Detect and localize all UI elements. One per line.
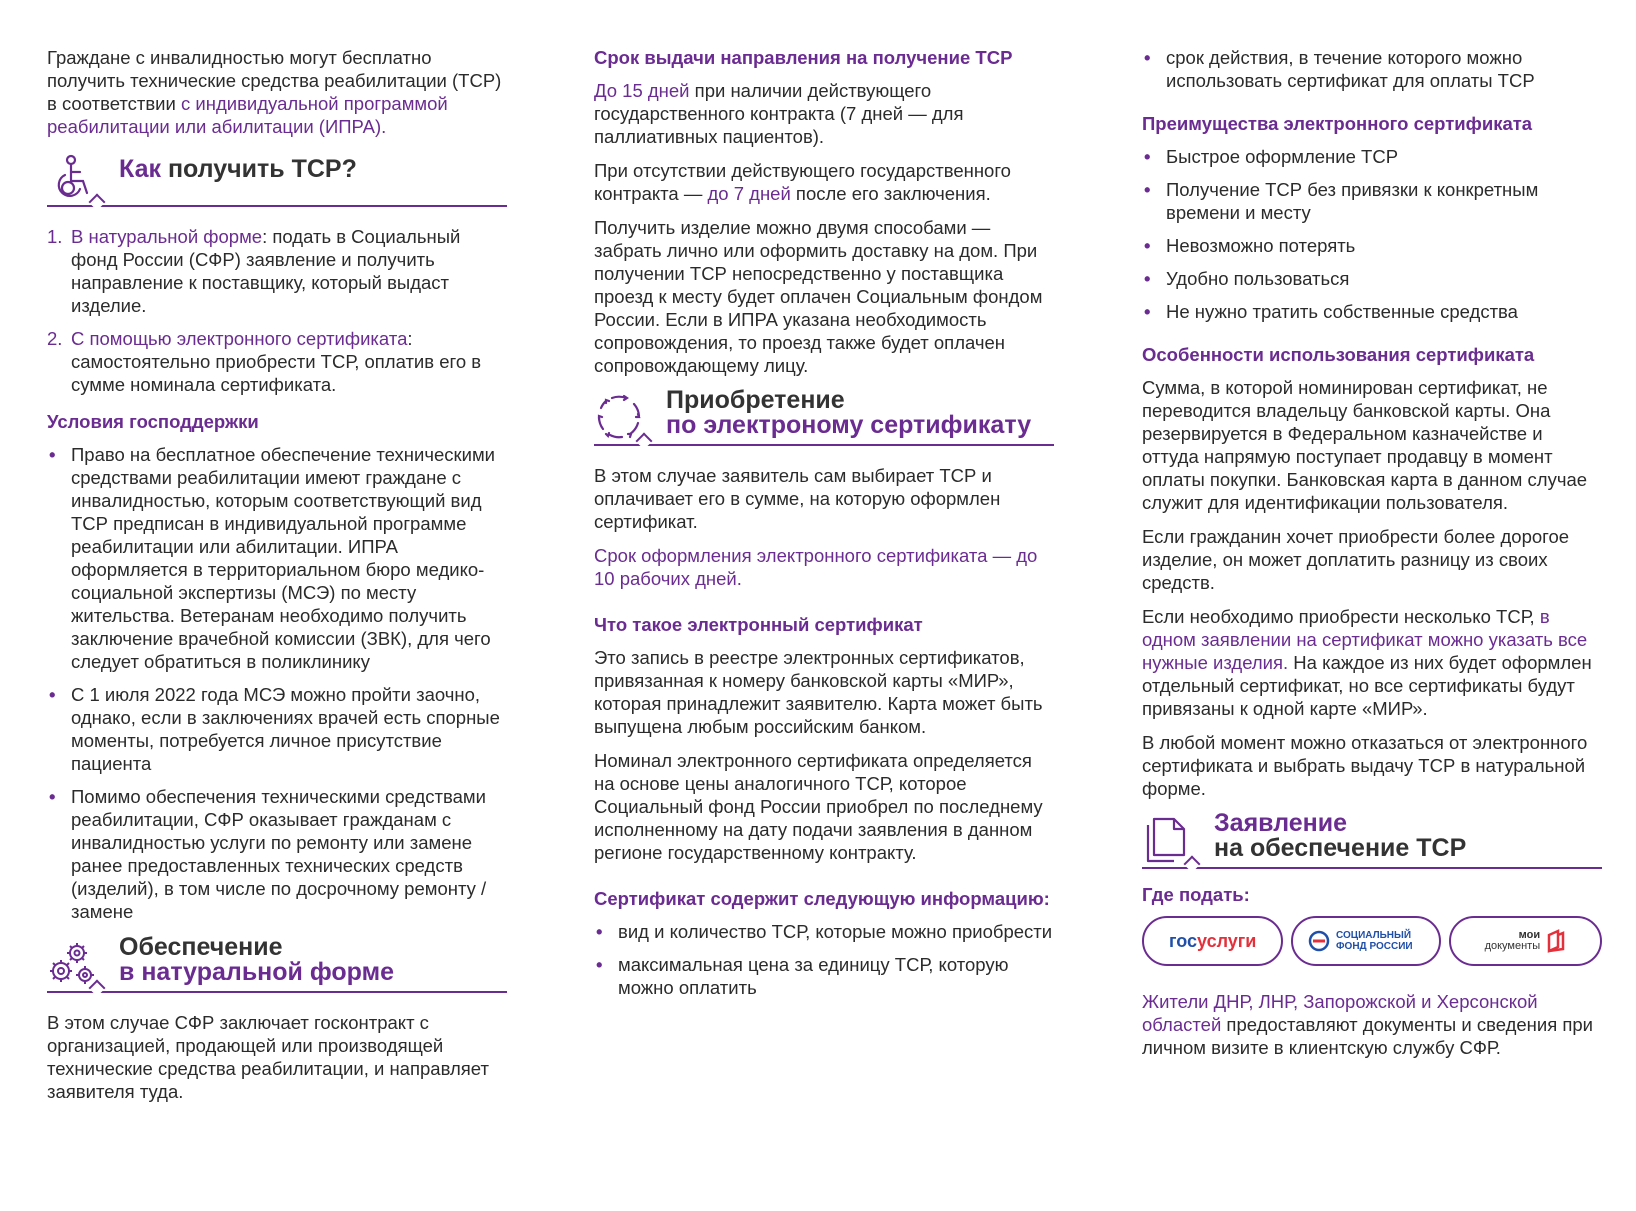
intro-text: Граждане с инвалидностью могут бесплатно получить технические средства реабилитации (ТСР) в соответствии <box>47 47 502 114</box>
list-item: 1. В натуральной форме: подать в Социальный фонд России (СФР) заявление и получить направление к поставщику, который выдаст изделие. <box>47 226 461 316</box>
term-paragraph-1: До 15 дней при наличии действующего государственного контракта (7 дней — для паллиативных пациентов). <box>594 80 964 147</box>
list-item: • Быстрое оформление ТСР <box>1142 145 1602 168</box>
term-title: Срок выдачи направления на получение ТСР <box>594 47 1013 68</box>
section-divider <box>594 444 1054 446</box>
features-paragraph-3: Если необходимо приобрести несколько ТСР, в одном заявлении на сертификат можно указать все нужные изделия. На каждое из них будет оформлен отдельный сертификат, но все сертификаты будут привязаны к одной карте «МИР». <box>1142 606 1592 719</box>
section-title-how: Как получить ТСР? <box>119 155 357 183</box>
list-item: • срок действия, в течение которого можно использовать сертификат для оплаты ТСР <box>1142 46 1602 92</box>
moi-dokumenty-emblem-icon <box>1546 929 1566 953</box>
contains-title: Сертификат содержит следующую информацию: <box>594 888 1050 909</box>
list-item: • вид и количество ТСР, которые можно приобрести <box>594 920 1054 943</box>
list-item: • Получение ТСР без привязки к конкретным времени и месту <box>1142 178 1602 224</box>
natural-text: В этом случае СФР заключает госконтракт с организацией, продающей или производящей технические средства реабилитации, и направляет заявителя туда. <box>47 1012 489 1102</box>
conditions-list <box>47 443 507 923</box>
methods-list <box>47 225 507 396</box>
term-paragraph-2: При отсутствии действующего государственного контракта — до 7 дней после его заключения. <box>594 160 1011 204</box>
conditions-title: Условия господдержки <box>47 411 259 432</box>
wheelchair-icon <box>47 153 97 203</box>
what-title: Что такое электронный сертификат <box>594 614 923 635</box>
list-item: • Помимо обеспечения техническими средствами реабилитации, СФР оказывает гражданам с инвалидностью услуги по ремонту или замене ранее предоставленных технических средств (изделий), в том числе по досрочному ремонту / замене <box>47 785 507 923</box>
list-item: • Удобно пользоваться <box>1142 267 1602 290</box>
list-item: • С 1 июля 2022 года МСЭ можно пройти заочно, однако, если в заключениях врачей есть спорные моменты, потребуется личное присутствие пациента <box>47 683 507 775</box>
gosuslugi-logo-button[interactable]: гос услуги <box>1142 916 1283 966</box>
column-right <box>1142 46 1602 1070</box>
list-item: • максимальная цена за единицу ТСР, которую можно оплатить <box>594 953 1054 999</box>
list-item: • Право на бесплатное обеспечение техническими средствами реабилитации имеют граждане с инвалидностью, которым соответствующий вид ТСР предписан в индивидуальной программе реабилитации или абилитации. ИПРА оформляется в территориальном бюро медико-социальной экспертизы (МСЭ) по месту жительства. Ветеранам необходимо получить заключение врачебной комиссии (ЗВК), для чего следует обратиться в поликлинику <box>47 443 507 673</box>
sfr-emblem-icon <box>1308 930 1330 952</box>
gears-icon <box>47 939 97 989</box>
contains-list <box>594 920 1054 999</box>
features-paragraph-1: Сумма, в которой номинирован сертификат, не переводится владельцу банковской карты. Она резервируется в Федеральном казначействе и оттуда напрямую поступает продавцу в момент оплаты покупки. Банковская карта в данном случае служит для идентификации пользователя. <box>1142 377 1588 513</box>
list-item: 2. С помощью электронного сертификата: самостоятельно приобрести ТСР, оплатив его в сумме номинала сертификата. <box>47 328 482 395</box>
documents-icon <box>1142 815 1192 865</box>
column-middle <box>594 46 1054 1011</box>
section-title-application: Заявление на обеспечение ТСР <box>1214 809 1467 862</box>
certificate-icon <box>594 392 644 442</box>
section-header-application <box>1142 811 1602 867</box>
cert-paragraph: В этом случае заявитель сам выбирает ТСР и оплачивает его в сумме, на которую оформлен сертификат. <box>594 465 1001 532</box>
section-header-how <box>47 149 507 205</box>
section-title-certificate: Приобретение по электроному сертификату <box>666 386 1032 439</box>
section-divider <box>47 991 507 993</box>
section-title-natural: Обеспечение в натуральной форме <box>119 933 395 986</box>
features-paragraph-2: Если гражданин хочет приобрести более дорогое изделие, он может доплатить разницу из своих средств. <box>1142 526 1570 593</box>
section-divider <box>1142 867 1602 869</box>
contains-list-continued <box>1142 46 1602 92</box>
advantages-list <box>1142 145 1602 323</box>
cert-term: Срок оформления электронного сертификата — до 10 рабочих дней. <box>594 545 1038 589</box>
features-paragraph-4: В любой момент можно отказаться от электронного сертификата и выбрать выдачу ТСР в натуральной форме. <box>1142 732 1588 799</box>
column-left <box>47 46 507 1114</box>
what-paragraph-2: Номинал электронного сертификата определяется на основе цены аналогичного ТСР, которое Социальный фонд России приобрел по последнему исполненному на дату подачи заявления в данном регионе государственному контракту. <box>594 750 1043 863</box>
intro-paragraph <box>47 46 507 138</box>
features-title: Особенности использования сертификата <box>1142 344 1535 365</box>
intro-accent-text: с индивидуальной программой реабилитации или абилитации (ИПРА). <box>47 93 448 137</box>
list-item: • Невозможно потерять <box>1142 234 1602 257</box>
section-header-certificate <box>594 388 1054 444</box>
section-header-natural <box>47 935 507 991</box>
moi-dokumenty-logo-button[interactable]: мои документы <box>1449 916 1602 966</box>
sfr-logo-button[interactable]: СОЦИАЛЬНЫЙ ФОНД РОССИИ <box>1291 916 1440 966</box>
regions-paragraph: Жители ДНР, ЛНР, Запорожской и Херсонской областей предоставляют документы и сведения при личном визите в клиентскую службу СФР. <box>1142 991 1594 1058</box>
list-item: • Не нужно тратить собственные средства <box>1142 300 1602 323</box>
what-paragraph-1: Это запись в реестре электронных сертификатов, привязанная к номеру банковской карты «МИР», которая принадлежит заявителю. Карта может быть выпущена любым российским банком. <box>594 647 1043 737</box>
where-title: Где подать: <box>1142 884 1250 905</box>
service-logos <box>1142 916 1602 966</box>
advantages-title: Преимущества электронного сертификата <box>1142 113 1533 134</box>
section-divider <box>47 205 507 207</box>
term-paragraph-3: Получить изделие можно двумя способами — забрать лично или оформить доставку на дом. При получении ТСР непосредственно у поставщика проезд к месту будет оплачен Социальным фондом России. Если в ИПРА указана необходимость сопровождения, то проезд также будет оплачен сопровождающему лицу. <box>594 217 1043 376</box>
